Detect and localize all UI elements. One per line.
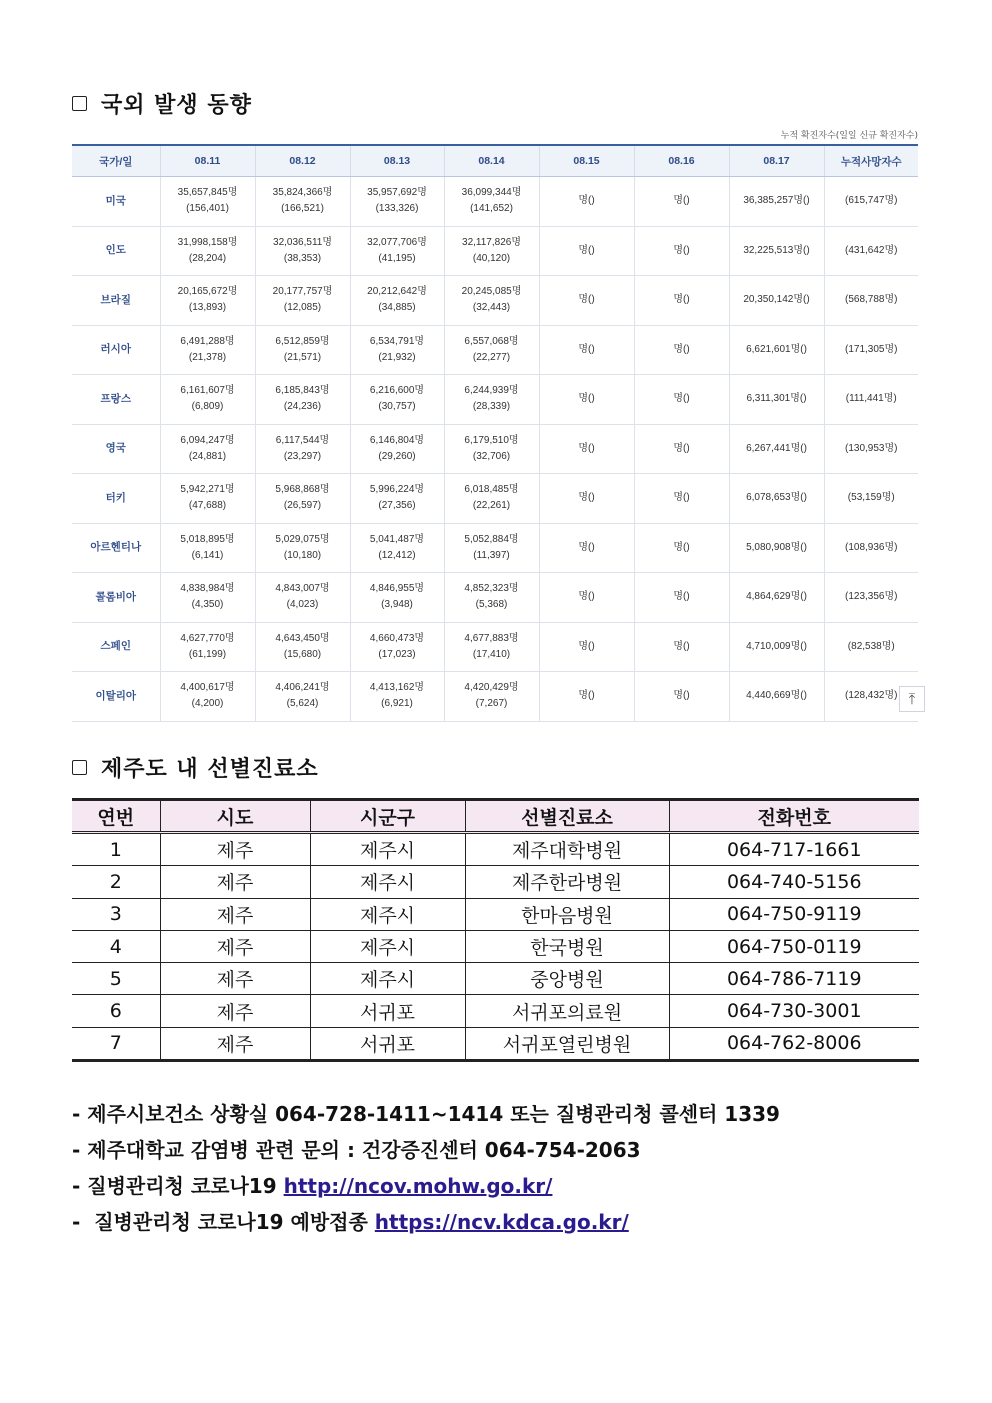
- country-name: 인도: [72, 226, 160, 276]
- country-name: 스페인: [72, 622, 160, 672]
- daily-count-cell: 명(): [539, 177, 634, 227]
- overseas-trend-table: [72, 144, 918, 722]
- phone-number: 064-750-0119: [669, 930, 919, 962]
- cumulative-count: 4,852,323명: [464, 583, 519, 595]
- province: 제주: [160, 833, 310, 866]
- cumulative-count: 5,029,075명: [275, 533, 330, 545]
- daily-count-cell: [255, 573, 350, 623]
- new-count: (22,261): [472, 500, 511, 512]
- daily-count-cell: [255, 474, 350, 524]
- daily-count-cell: [255, 672, 350, 722]
- table-row: [72, 995, 919, 1027]
- cumulative-count: 32,077,706명: [367, 236, 427, 248]
- new-count: (5,368): [475, 599, 508, 611]
- daily-count-cell: [444, 622, 539, 672]
- cumulative-count: 36,099,344명: [461, 187, 522, 199]
- scroll-to-top-button[interactable]: [899, 686, 925, 712]
- country-name: 이탈리아: [72, 672, 160, 722]
- daily-count-cell: 명(): [634, 622, 729, 672]
- overseas-heading: [72, 88, 252, 119]
- new-count: (3,948): [381, 599, 413, 611]
- cumulative-deaths: (568,788명): [824, 276, 918, 326]
- cumulative-count: 32,117,826명: [462, 236, 521, 248]
- new-count: (21,932): [378, 351, 416, 363]
- table-row: [72, 177, 918, 227]
- cumulative-count: 6,094,247명: [180, 434, 235, 446]
- daily-count-cell: 6,267,441명(): [729, 424, 824, 474]
- note-line: [72, 1204, 780, 1240]
- daily-count-cell: [160, 325, 255, 375]
- new-count: (24,236): [283, 401, 322, 413]
- cumulative-count: 6,146,804명: [369, 434, 425, 446]
- daily-count-cell: 명(): [539, 573, 634, 623]
- new-count: (141,652): [470, 203, 513, 215]
- ncov-link[interactable]: http://ncov.mohw.go.kr/: [283, 1174, 553, 1198]
- table-row: [72, 325, 918, 375]
- note-line: - 제주시보건소 상황실 064-728-1411~1414 또는 질병관리청 콜센터 1339: [72, 1102, 780, 1126]
- column-header: 08.16: [634, 145, 729, 177]
- daily-count-cell: 4,710,009명(): [729, 622, 824, 672]
- daily-count-cell: [350, 622, 444, 672]
- column-header: 08.14: [444, 145, 539, 177]
- daily-count-cell: 명(): [634, 276, 729, 326]
- daily-count-cell: 명(): [634, 325, 729, 375]
- phone-number: 064-717-1661: [669, 833, 919, 866]
- new-count: (38,353): [283, 252, 322, 264]
- cumulative-count: 6,512,859명: [275, 335, 330, 347]
- country-name: 미국: [72, 177, 160, 227]
- cumulative-count: 31,998,158명: [177, 236, 238, 248]
- daily-count-cell: [350, 573, 444, 623]
- cumulative-count: 5,968,868명: [275, 484, 330, 496]
- daily-count-cell: [160, 622, 255, 672]
- clinics-heading: [72, 752, 319, 783]
- new-count: (133,326): [375, 203, 419, 215]
- new-count: (6,921): [381, 698, 413, 710]
- daily-count-cell: [160, 375, 255, 425]
- table-row: [72, 424, 918, 474]
- cumulative-count: 6,161,607명: [180, 385, 235, 397]
- cumulative-count: 6,491,288명: [180, 335, 235, 347]
- column-header: 08.11: [160, 145, 255, 177]
- cumulative-count: 4,420,429명: [464, 682, 519, 694]
- daily-count-cell: [350, 226, 444, 276]
- clinic-name: 중앙병원: [465, 963, 669, 995]
- column-header: 08.15: [539, 145, 634, 177]
- daily-count-cell: [255, 622, 350, 672]
- column-header: 08.13: [350, 145, 444, 177]
- daily-count-cell: [255, 276, 350, 326]
- daily-count-cell: 명(): [634, 424, 729, 474]
- cumulative-count: 35,957,692명: [367, 187, 427, 199]
- daily-count-cell: 20,350,142명(): [729, 276, 824, 326]
- new-count: (4,200): [191, 698, 224, 710]
- daily-count-cell: [350, 474, 444, 524]
- cumulative-deaths: (82,538명): [824, 622, 918, 672]
- city: 제주시: [310, 963, 465, 995]
- table-row: [72, 375, 918, 425]
- daily-count-cell: [444, 325, 539, 375]
- daily-count-cell: [160, 424, 255, 474]
- daily-count-cell: [350, 177, 444, 227]
- daily-count-cell: [160, 474, 255, 524]
- daily-count-cell: 명(): [634, 177, 729, 227]
- cumulative-count: 5,996,224명: [369, 484, 425, 496]
- new-count: (28,204): [188, 252, 227, 264]
- note-text: - 질병관리청 코로나19 예방접종: [72, 1210, 375, 1234]
- clinic-name: 한마음병원: [465, 898, 669, 930]
- column-header: 전화번호: [669, 800, 919, 833]
- cumulative-deaths: (123,356명): [824, 573, 918, 623]
- daily-count-cell: 명(): [539, 622, 634, 672]
- row-number: 1: [72, 833, 160, 866]
- table-row: [72, 866, 919, 898]
- new-count: (21,571): [283, 351, 322, 363]
- daily-count-cell: [444, 276, 539, 326]
- cumulative-count: 6,216,600명: [369, 385, 425, 397]
- daily-count-cell: [160, 276, 255, 326]
- cumulative-count: 4,627,770명: [180, 632, 235, 644]
- daily-count-cell: [444, 573, 539, 623]
- new-count: (32,443): [472, 302, 511, 314]
- cumulative-count: 5,041,487명: [369, 533, 425, 545]
- clinic-name: 서귀포열린병원: [465, 1027, 669, 1060]
- clinic-name: 제주한라병원: [465, 866, 669, 898]
- cumulative-count: 5,052,884명: [464, 533, 519, 545]
- daily-count-cell: [160, 226, 255, 276]
- daily-count-cell: [444, 424, 539, 474]
- daily-count-cell: 명(): [634, 474, 729, 524]
- cumulative-count: 20,245,085명: [461, 286, 522, 298]
- daily-count-cell: [444, 375, 539, 425]
- daily-count-cell: [350, 375, 444, 425]
- column-header: 연번: [72, 800, 160, 833]
- new-count: (61,199): [188, 648, 227, 660]
- row-number: 6: [72, 995, 160, 1027]
- province: 제주: [160, 898, 310, 930]
- daily-count-cell: [160, 523, 255, 573]
- table-row: [72, 672, 918, 722]
- new-count: (29,260): [378, 450, 416, 462]
- cumulative-count: 35,824,366명: [272, 187, 333, 199]
- cumulative-count: 4,406,241명: [275, 682, 330, 694]
- cumulative-count: 6,534,791명: [369, 335, 425, 347]
- daily-count-cell: [160, 573, 255, 623]
- new-count: (12,412): [378, 549, 416, 561]
- new-count: (40,120): [472, 252, 511, 264]
- table-row: [72, 474, 918, 524]
- daily-count-cell: [444, 523, 539, 573]
- new-count: (166,521): [281, 203, 324, 215]
- country-name: 터키: [72, 474, 160, 524]
- note-line: [72, 1168, 780, 1204]
- daily-count-cell: 명(): [539, 276, 634, 326]
- new-count: (26,597): [283, 500, 322, 512]
- daily-count-cell: 명(): [539, 672, 634, 722]
- table-row: [72, 622, 918, 672]
- ncv-link[interactable]: https://ncv.kdca.go.kr/: [374, 1210, 629, 1234]
- daily-count-cell: 명(): [634, 523, 729, 573]
- daily-count-cell: [255, 424, 350, 474]
- city: 제주시: [310, 930, 465, 962]
- checkbox-square-icon: [72, 760, 87, 775]
- city: 제주시: [310, 898, 465, 930]
- new-count: (21,378): [188, 351, 227, 363]
- row-number: 2: [72, 866, 160, 898]
- column-header: 선별진료소: [465, 800, 669, 833]
- country-name: 영국: [72, 424, 160, 474]
- cumulative-count: 20,212,642명: [367, 286, 427, 298]
- daily-count-cell: [350, 424, 444, 474]
- new-count: (41,195): [378, 252, 416, 264]
- clinic-header-row: [72, 800, 919, 833]
- province: 제주: [160, 930, 310, 962]
- cumulative-count: 20,177,757명: [272, 286, 333, 298]
- daily-count-cell: [160, 672, 255, 722]
- new-count: (6,809): [191, 401, 224, 413]
- city: 제주시: [310, 866, 465, 898]
- new-count: (24,881): [188, 450, 227, 462]
- daily-count-cell: [350, 325, 444, 375]
- daily-count-cell: [160, 177, 255, 227]
- new-count: (23,297): [283, 450, 322, 462]
- daily-count-cell: [255, 523, 350, 573]
- city: 서귀포: [310, 1027, 465, 1060]
- overseas-heading-text: 국외 발생 동향: [101, 93, 252, 118]
- new-count: (30,757): [378, 401, 416, 413]
- cumulative-count: 6,018,485명: [464, 484, 519, 496]
- new-count: (156,401): [186, 203, 229, 215]
- cumulative-count: 4,838,984명: [180, 583, 235, 595]
- cumulative-count: 4,660,473명: [369, 632, 425, 644]
- new-count: (17,410): [472, 648, 511, 660]
- city: 제주시: [310, 833, 465, 866]
- new-count: (5,624): [286, 698, 319, 710]
- clinic-name: 서귀포의료원: [465, 995, 669, 1027]
- daily-count-cell: 4,440,669명(): [729, 672, 824, 722]
- cumulative-deaths: (108,936명): [824, 523, 918, 573]
- table-row: [72, 276, 918, 326]
- new-count: (34,885): [378, 302, 416, 314]
- new-count: (47,688): [188, 500, 227, 512]
- daily-count-cell: [444, 226, 539, 276]
- cumulative-count: 4,643,450명: [275, 632, 330, 644]
- cumulative-deaths: (128,432명): [824, 672, 918, 722]
- daily-count-cell: [444, 474, 539, 524]
- cumulative-deaths: (111,441명): [824, 375, 918, 425]
- daily-count-cell: 명(): [539, 226, 634, 276]
- cumulative-deaths: (130,953명): [824, 424, 918, 474]
- daily-count-cell: [255, 325, 350, 375]
- cumulative-deaths: (171,305명): [824, 325, 918, 375]
- row-number: 7: [72, 1027, 160, 1060]
- row-number: 5: [72, 963, 160, 995]
- note-line: - 제주대학교 감염병 관련 문의 : 건강증진센터 064-754-2063: [72, 1138, 641, 1162]
- daily-count-cell: [444, 672, 539, 722]
- daily-count-cell: 명(): [634, 226, 729, 276]
- new-count: (27,356): [378, 500, 416, 512]
- new-count: (13,893): [188, 302, 227, 314]
- province: 제주: [160, 995, 310, 1027]
- new-count: (10,180): [283, 549, 322, 561]
- arrow-up-to-top-icon: ⤒: [908, 690, 916, 708]
- country-name: 러시아: [72, 325, 160, 375]
- daily-count-cell: 5,080,908명(): [729, 523, 824, 573]
- cumulative-count: 20,165,672명: [177, 286, 238, 298]
- daily-count-cell: 명(): [634, 672, 729, 722]
- daily-count-cell: 명(): [634, 375, 729, 425]
- new-count: (15,680): [283, 648, 322, 660]
- overseas-table-note: 누적 확진자수(일일 신규 확진자수): [780, 131, 918, 141]
- new-count: (12,085): [283, 302, 322, 314]
- phone-number: 064-750-9119: [669, 898, 919, 930]
- cumulative-count: 6,117,544명: [275, 434, 330, 446]
- cumulative-count: 5,018,895명: [180, 533, 235, 545]
- cumulative-count: 4,843,007명: [275, 583, 330, 595]
- daily-count-cell: [255, 375, 350, 425]
- daily-count-cell: 명(): [539, 424, 634, 474]
- cumulative-count: 4,413,162명: [369, 682, 425, 694]
- country-name: 브라질: [72, 276, 160, 326]
- clinic-name: 제주대학병원: [465, 833, 669, 866]
- daily-count-cell: 명(): [634, 573, 729, 623]
- table-row: [72, 898, 919, 930]
- cumulative-count: 4,846,955명: [369, 583, 425, 595]
- table-row: [72, 963, 919, 995]
- clinics-heading-text: 제주도 내 선별진료소: [101, 757, 319, 782]
- column-header: 시도: [160, 800, 310, 833]
- cumulative-count: 32,036,511명: [273, 236, 332, 248]
- contact-notes: [72, 1096, 780, 1240]
- country-name: 아르헨티나: [72, 523, 160, 573]
- daily-count-cell: [350, 672, 444, 722]
- daily-count-cell: [255, 226, 350, 276]
- daily-count-cell: 6,621,601명(): [729, 325, 824, 375]
- note-text: - 질병관리청 코로나19: [72, 1174, 284, 1198]
- cumulative-count: 4,400,617명: [180, 682, 235, 694]
- new-count: (32,706): [472, 450, 511, 462]
- country-name: 프랑스: [72, 375, 160, 425]
- phone-number: 064-762-8006: [669, 1027, 919, 1060]
- daily-count-cell: 6,078,653명(): [729, 474, 824, 524]
- daily-count-cell: 명(): [539, 474, 634, 524]
- phone-number: 064-730-3001: [669, 995, 919, 1027]
- daily-count-cell: 명(): [539, 523, 634, 573]
- new-count: (11,397): [473, 549, 510, 561]
- cumulative-count: 6,179,510명: [464, 434, 519, 446]
- cumulative-deaths: (431,642명): [824, 226, 918, 276]
- clinic-name: 한국병원: [465, 930, 669, 962]
- checkbox-square-icon: [72, 96, 87, 111]
- column-header: 국가/일: [72, 145, 160, 177]
- cumulative-count: 35,657,845명: [177, 187, 238, 199]
- daily-count-cell: [444, 177, 539, 227]
- daily-count-cell: 명(): [539, 325, 634, 375]
- column-header: 시군구: [310, 800, 465, 833]
- daily-count-cell: 36,385,257명(): [729, 177, 824, 227]
- phone-number: 064-786-7119: [669, 963, 919, 995]
- province: 제주: [160, 1027, 310, 1060]
- new-count: (4,023): [286, 599, 319, 611]
- table-row: [72, 1027, 919, 1060]
- row-number: 3: [72, 898, 160, 930]
- city: 서귀포: [310, 995, 465, 1027]
- cumulative-deaths: (53,159명): [824, 474, 918, 524]
- table-row: [72, 833, 919, 866]
- new-count: (6,141): [191, 549, 224, 561]
- screening-clinic-table: [72, 798, 919, 1062]
- table-row: [72, 573, 918, 623]
- table-row: [72, 930, 919, 962]
- cumulative-count: 6,557,068명: [464, 335, 519, 347]
- country-name: 콜롬비아: [72, 573, 160, 623]
- new-count: (17,023): [378, 648, 416, 660]
- cumulative-deaths: (615,747명): [824, 177, 918, 227]
- row-number: 4: [72, 930, 160, 962]
- province: 제주: [160, 866, 310, 898]
- daily-count-cell: [350, 276, 444, 326]
- cumulative-count: 4,677,883명: [464, 632, 519, 644]
- new-count: (28,339): [472, 401, 511, 413]
- cumulative-count: 6,185,843명: [275, 385, 330, 397]
- table-row: [72, 523, 918, 573]
- new-count: (22,277): [472, 351, 511, 363]
- cumulative-count: 5,942,271명: [180, 484, 235, 496]
- overseas-header-row: [72, 145, 918, 177]
- cumulative-count: 6,244,939명: [464, 385, 519, 397]
- daily-count-cell: 명(): [539, 375, 634, 425]
- new-count: (4,350): [191, 599, 224, 611]
- column-header: 08.12: [255, 145, 350, 177]
- column-header: 08.17: [729, 145, 824, 177]
- daily-count-cell: 6,311,301명(): [729, 375, 824, 425]
- phone-number: 064-740-5156: [669, 866, 919, 898]
- new-count: (7,267): [475, 698, 508, 710]
- daily-count-cell: 4,864,629명(): [729, 573, 824, 623]
- column-header: 누적사망자수: [824, 145, 918, 177]
- province: 제주: [160, 963, 310, 995]
- daily-count-cell: [255, 177, 350, 227]
- daily-count-cell: [350, 523, 444, 573]
- table-row: [72, 226, 918, 276]
- daily-count-cell: 32,225,513명(): [729, 226, 824, 276]
